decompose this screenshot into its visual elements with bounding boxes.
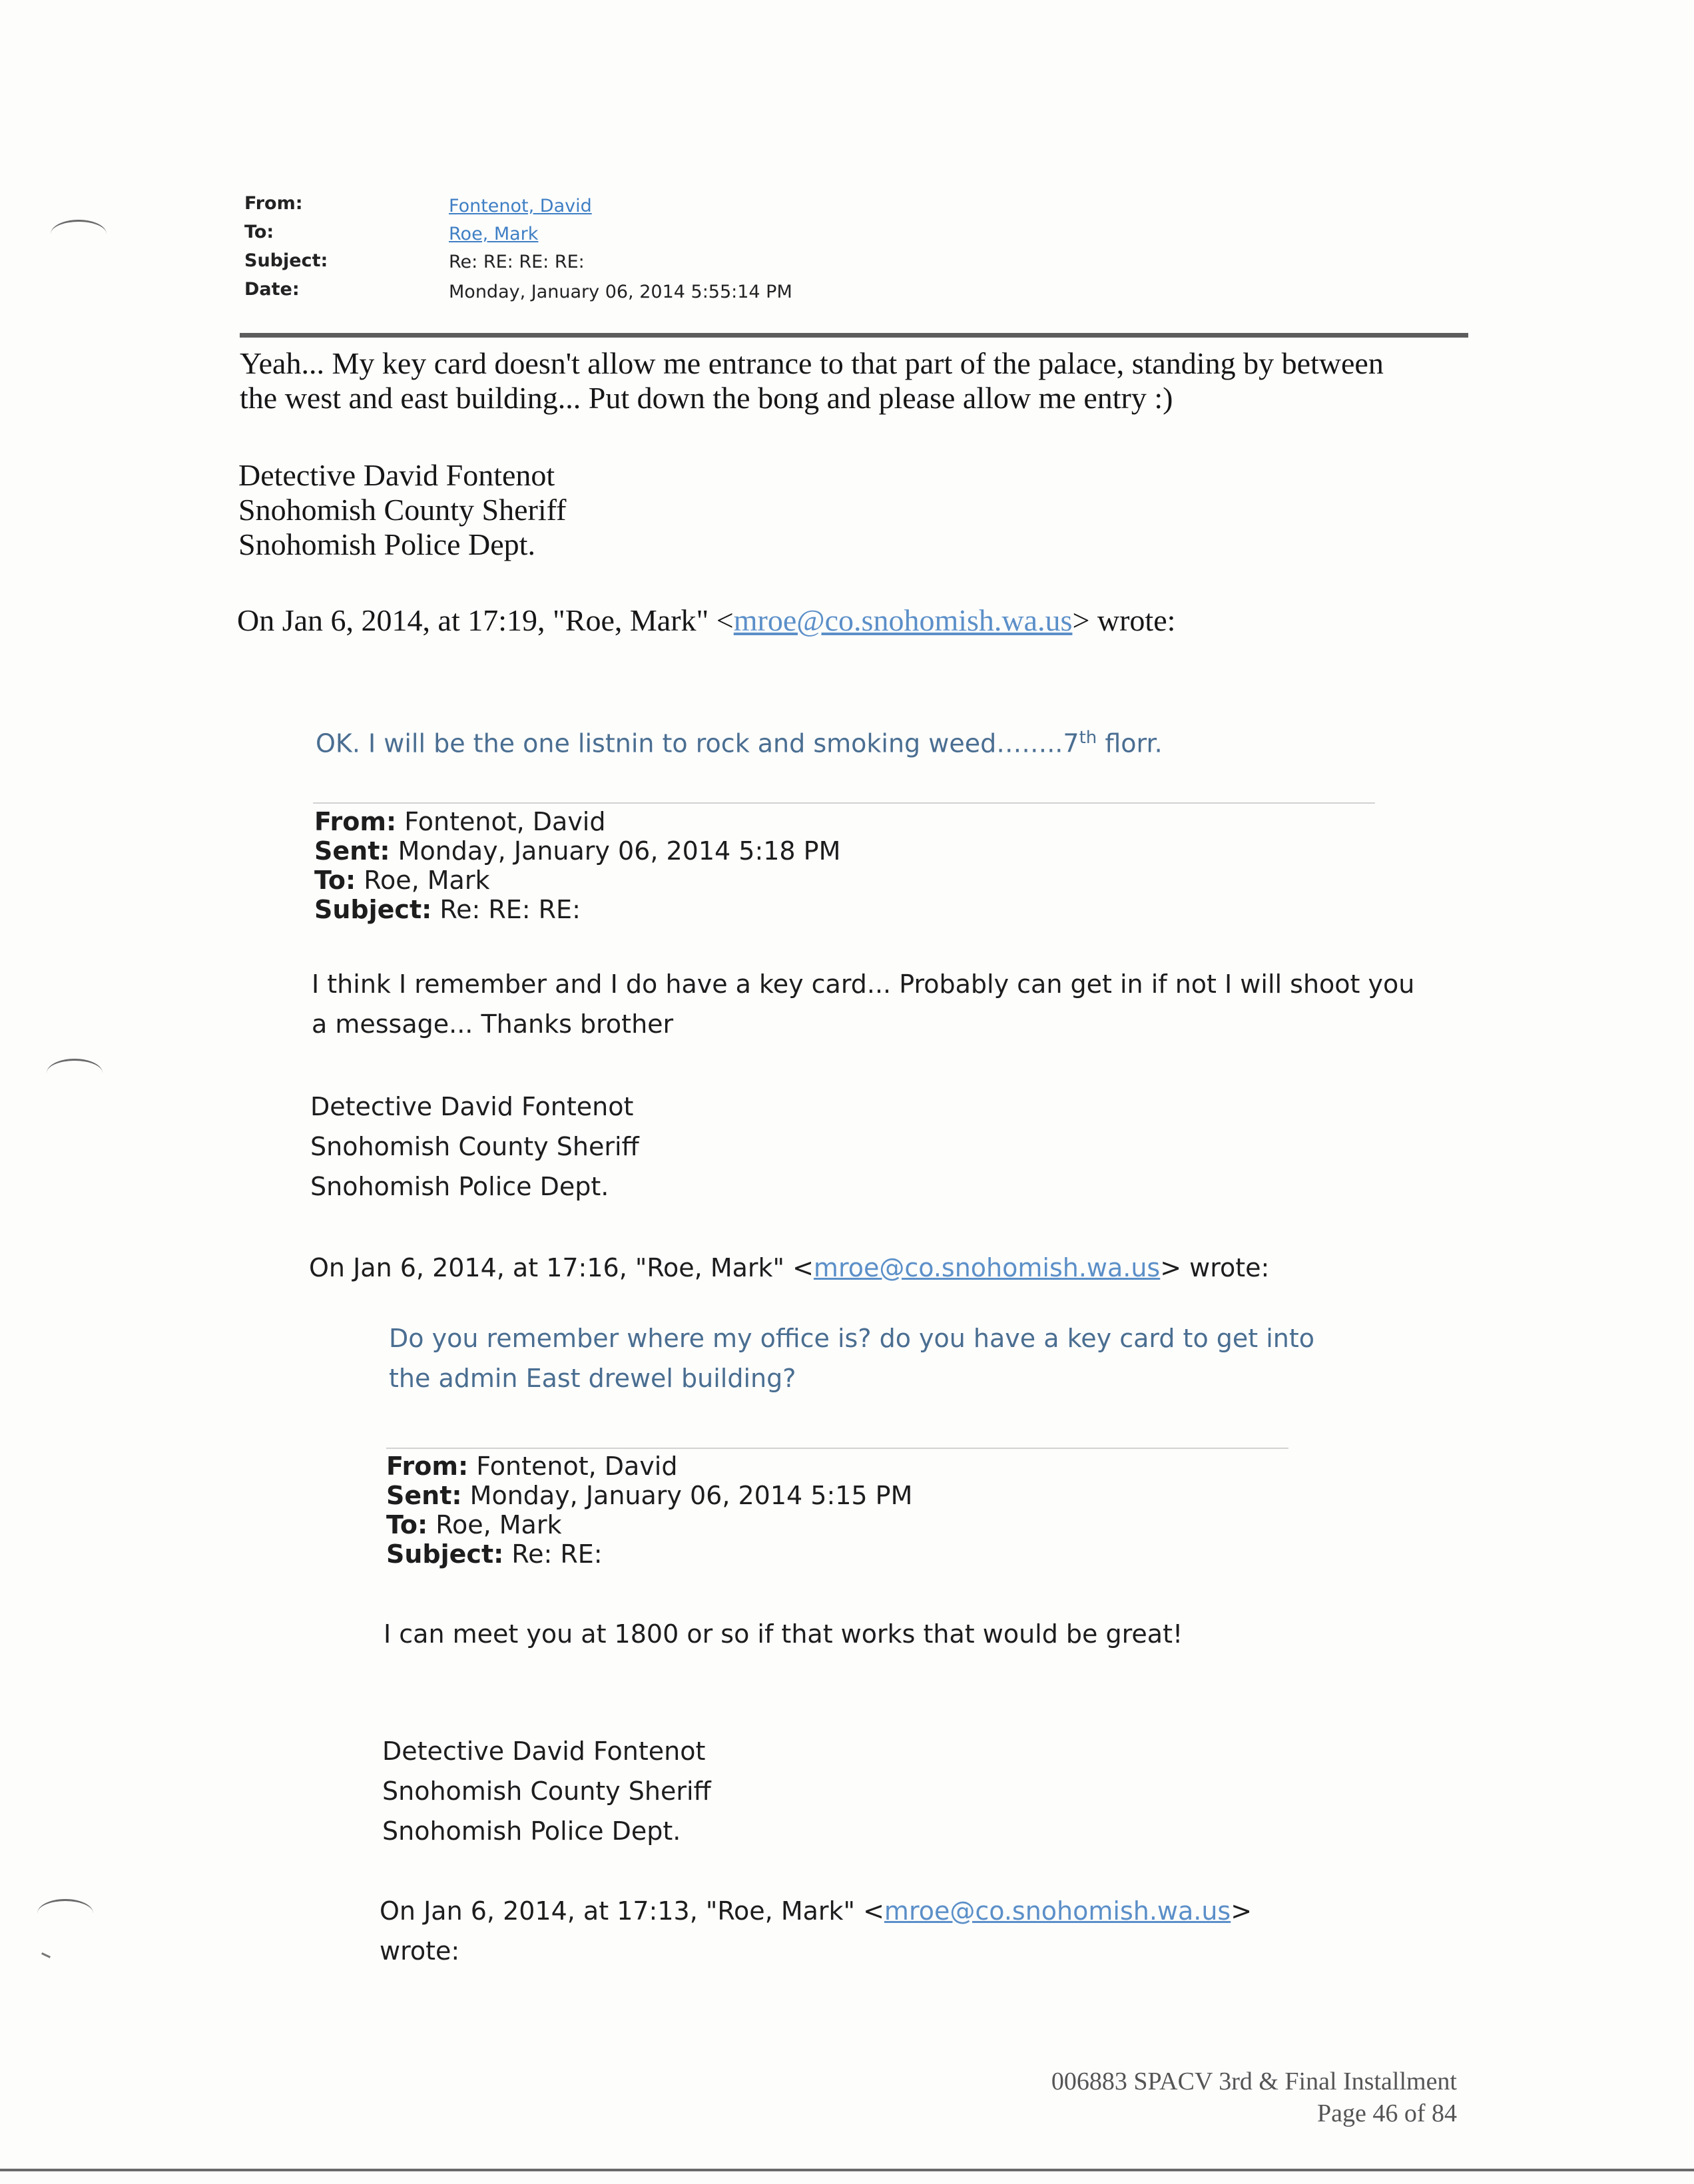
message-5-sent: Monday, January 06, 2014 5:15 PM <box>469 1481 913 1510</box>
message-3-to-label: To: <box>314 866 356 895</box>
message-3-body <box>312 964 1414 1044</box>
quote-prefix: On Jan 6, 2014, at 17:16, "Roe, Mark" < <box>309 1253 814 1282</box>
message-2-body <box>316 718 1163 764</box>
header-date-label: Date: <box>244 279 300 300</box>
message-3-subject-label: Subject: <box>314 895 432 924</box>
message-3-line-2: a message... Thanks brother <box>312 1009 674 1039</box>
header-to-link[interactable]: Roe, Mark <box>449 224 539 244</box>
message-5-divider <box>386 1448 1288 1449</box>
page-number: Page 46 of 84 <box>1316 2099 1457 2127</box>
binder-hole-mark-2 <box>47 1059 103 1087</box>
message-3-signature <box>310 1087 639 1207</box>
message-2-text-end: florr. <box>1097 728 1163 758</box>
bates-footer <box>1051 2065 1457 2129</box>
page-bottom-edge <box>0 2169 1694 2171</box>
signature-agency: Snohomish County Sheriff <box>238 493 567 527</box>
binder-hole-mark-1 <box>51 220 107 248</box>
message-3-from-label: From: <box>314 807 397 836</box>
message-5-line-1: I can meet you at 1800 or so if that works that would be great! <box>384 1619 1183 1649</box>
message-3-divider <box>313 802 1375 804</box>
message-1-line-2: the west and east building... Put down the bong and please allow me entry :) <box>240 381 1173 415</box>
message-3-quote-line <box>309 1248 1269 1288</box>
quote-prefix: On Jan 6, 2014, at 17:19, "Roe, Mark" < <box>237 603 734 637</box>
header-divider <box>240 333 1468 338</box>
message-4-line-2: the admin East drewel building? <box>389 1364 796 1393</box>
header-from-label: From: <box>244 193 303 214</box>
message-3-sent-label: Sent: <box>314 836 390 866</box>
message-1-line-1: Yeah... My key card doesn't allow me entrance to that part of the palace, standing by between <box>240 346 1384 380</box>
message-3-subject: Re: RE: RE: <box>439 895 581 924</box>
binder-hole-mark-3 <box>37 1899 93 1928</box>
quote-email-link[interactable]: mroe@co.snohomish.wa.us <box>733 603 1073 637</box>
quote-wrote: wrote: <box>380 1936 460 1966</box>
message-5-sent-label: Sent: <box>386 1481 462 1510</box>
header-subject-label: Subject: <box>244 250 328 271</box>
message-5-header <box>386 1452 912 1569</box>
signature-department: Snohomish Police Dept. <box>238 527 535 561</box>
quote-prefix: On Jan 6, 2014, at 17:13, "Roe, Mark" < <box>380 1896 884 1926</box>
message-5-to: Roe, Mark <box>435 1510 562 1539</box>
message-1-signature <box>238 458 566 562</box>
header-to-label: To: <box>244 222 274 242</box>
signature-agency: Snohomish County Sheriff <box>382 1776 711 1806</box>
message-5-quote-line <box>380 1891 1252 1971</box>
message-5-body <box>384 1614 1183 1654</box>
message-5-subject-label: Subject: <box>386 1539 504 1569</box>
message-3-header <box>314 807 840 924</box>
header-subject-value: Re: RE: RE: RE: <box>449 252 585 272</box>
message-3-sent: Monday, January 06, 2014 5:18 PM <box>398 836 841 866</box>
quote-suffix: > wrote: <box>1160 1253 1270 1282</box>
message-4-body <box>389 1318 1314 1398</box>
message-4-line-1: Do you remember where my office is? do you have a key card to get into <box>389 1324 1315 1353</box>
message-1-quote-line <box>237 603 1175 638</box>
header-date-value: Monday, January 06, 2014 5:55:14 PM <box>449 282 792 302</box>
signature-department: Snohomish Police Dept. <box>382 1816 681 1846</box>
signature-name: Detective David Fontenot <box>382 1737 706 1766</box>
message-3-line-1: I think I remember and I do have a key card... Probably can get in if not I will shoot you <box>312 969 1415 999</box>
message-2-superscript: th <box>1079 728 1097 748</box>
signature-agency: Snohomish County Sheriff <box>310 1132 639 1161</box>
message-5-subject: Re: RE: <box>511 1539 603 1569</box>
message-2-text: OK. I will be the one listnin to rock and smoking weed……..7 <box>316 728 1079 758</box>
message-5-signature <box>382 1731 711 1851</box>
bates-number: 006883 SPACV 3rd & Final Installment <box>1051 2067 1457 2095</box>
message-1-body <box>240 346 1492 415</box>
signature-name: Detective David Fontenot <box>310 1092 634 1121</box>
message-5-from: Fontenot, David <box>476 1452 678 1481</box>
quote-email-link[interactable]: mroe@co.snohomish.wa.us <box>884 1896 1231 1926</box>
signature-name: Detective David Fontenot <box>238 458 555 492</box>
signature-department: Snohomish Police Dept. <box>310 1172 609 1201</box>
message-5-from-label: From: <box>386 1452 469 1481</box>
header-from-link[interactable]: Fontenot, David <box>449 196 592 216</box>
quote-suffix: > wrote: <box>1072 603 1176 637</box>
quote-suffix: > <box>1231 1896 1253 1926</box>
message-3-from: Fontenot, David <box>404 807 606 836</box>
quote-email-link[interactable]: mroe@co.snohomish.wa.us <box>813 1253 1161 1282</box>
message-3-to: Roe, Mark <box>364 866 490 895</box>
message-5-to-label: To: <box>386 1510 428 1539</box>
binder-tick-mark <box>41 1952 51 1958</box>
